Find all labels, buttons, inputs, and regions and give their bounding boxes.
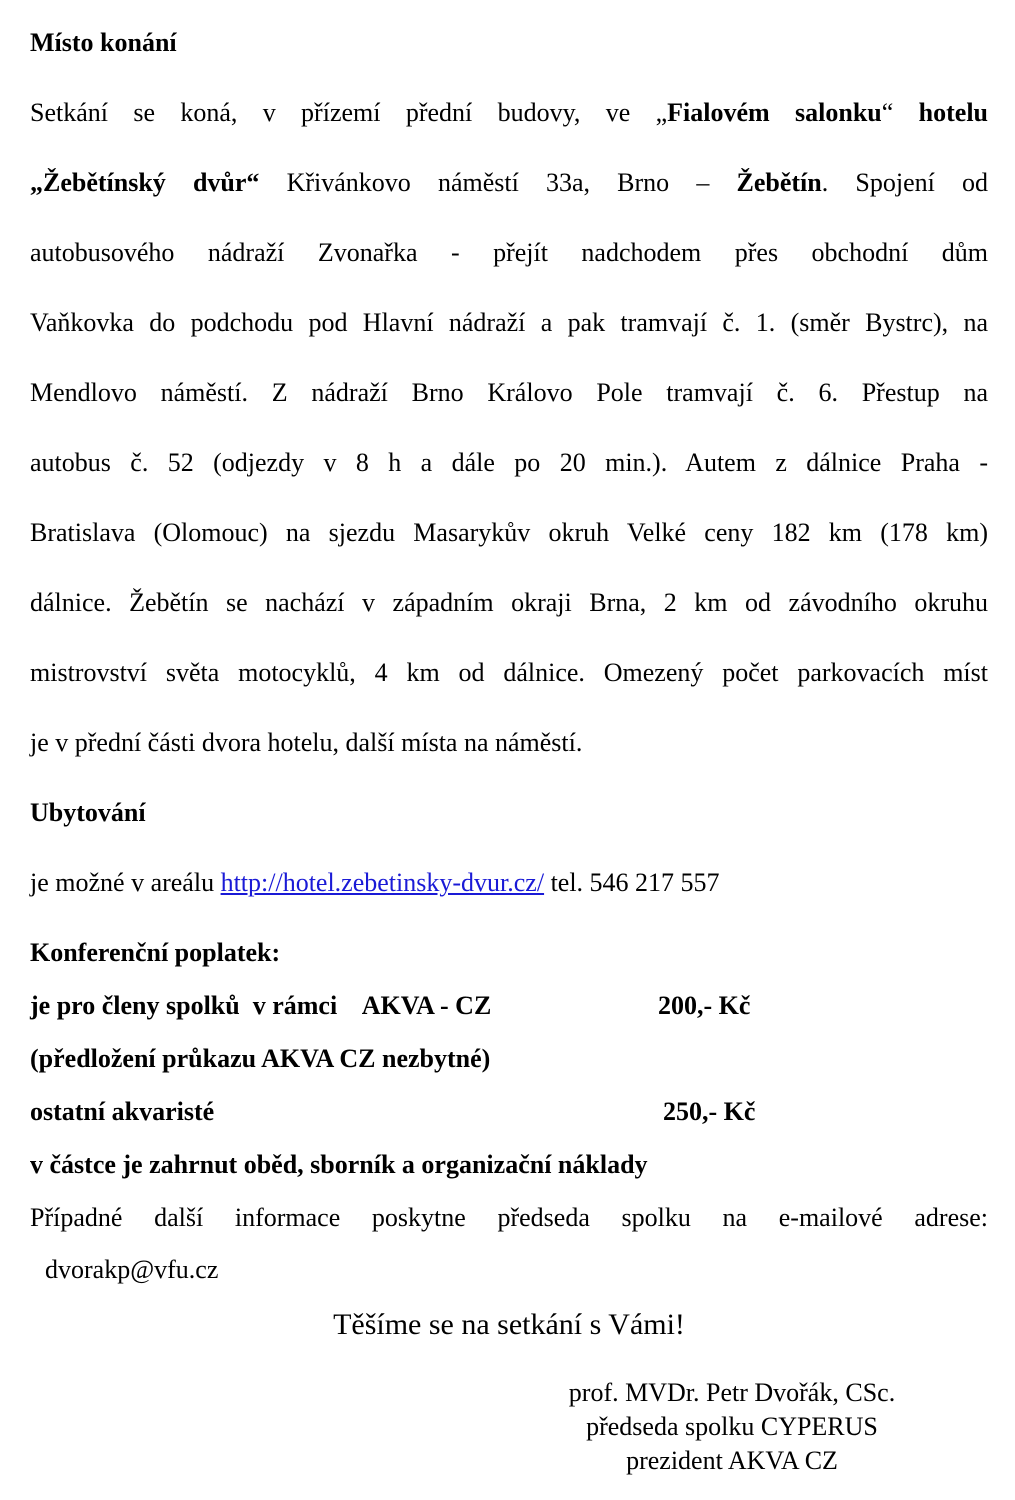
member-fee-label: je pro členy spolků v rámci AKVA - CZ [30,991,492,1020]
venue-text-run: Křivánkovo náměstí 33a, Brno – [259,168,737,197]
contact-email: dvorakp@vfu.cz [45,1255,219,1284]
accommodation-phone: tel. 546 217 557 [544,868,720,897]
member-fee-amount: 200,- Kč [658,991,751,1020]
venue-bold-run: hotelu [918,98,988,127]
venue-last-line: je v přední části dvora hotelu, další místa na náměstí. [30,728,583,757]
other-fee-label: ostatní akvaristé [30,1097,215,1126]
venue-line [30,448,988,478]
contact-line: Případné další informace poskytne předseda spolku na e-mailové adrese: [30,1203,988,1232]
signature-name: prof. MVDr. Petr Dvořák, CSc. [568,1378,896,1407]
venue-line [30,378,988,408]
venue-line [30,98,988,128]
venue-text-run: Vaňkovka do podchodu pod Hlavní nádraží a pak tramvají č. 1. (směr Bystrc), na [30,308,988,337]
venue-line [30,658,988,688]
venue-text-run: Setkání se koná, v přízemí přední budovy, ve „ [30,98,668,127]
venue-text-run: . Spojení od [821,168,989,197]
accommodation-line [30,868,720,898]
other-fee-amount: 250,- Kč [663,1097,756,1126]
venue-bold-run: Fialovém salonku [667,98,882,127]
signature-role-akva: prezident AKVA CZ [626,1446,838,1475]
fee-included: v částce je zahrnut oběd, sborník a organizační náklady [30,1150,648,1179]
accommodation-prefix: je možné v areálu [30,868,221,897]
venue-bold-run: Žebětín [736,168,822,197]
venue-line [30,518,988,548]
hotel-website-link[interactable]: http://hotel.zebetinsky-dvur.cz/ [220,868,545,897]
venue-line [30,238,988,268]
venue-text-run: Mendlovo náměstí. Z nádraží Brno Královo Pole tramvají č. 6. Přestup na [30,378,988,407]
fee-note: (předložení průkazu AKVA CZ nezbytné) [30,1044,491,1073]
venue-text-run: mistrovství světa motocyklů, 4 km od dálnice. Omezený počet parkovacích míst [30,658,988,687]
venue-line [30,588,988,618]
accommodation-heading: Ubytování [30,798,146,827]
venue-bold-run: „Žebětínský dvůr“ [30,168,260,197]
venue-text-run: autobus č. 52 (odjezdy v 8 h a dále po 20 min.). Autem z dálnice Praha - [30,448,988,477]
venue-text-run: “ [881,98,919,127]
venue-text-run: dálnice. Žebětín se nachází v západním okraji Brna, 2 km od závodního okruhu [30,588,988,617]
signature-role-cyperus: předseda spolku CYPERUS [586,1412,878,1441]
venue-text-run: Bratislava (Olomouc) na sjezdu Masarykův okruh Velké ceny 182 km (178 km) [30,518,988,547]
venue-line [30,308,988,338]
venue-line [30,168,988,198]
venue-text-run: autobusového nádraží Zvonařka - přejít nadchodem přes obchodní dům [30,238,988,267]
closing-greeting: Těšíme se na setkání s Vámi! [333,1308,685,1341]
fees-heading: Konferenční poplatek: [30,938,281,967]
venue-heading: Místo konání [30,28,177,57]
